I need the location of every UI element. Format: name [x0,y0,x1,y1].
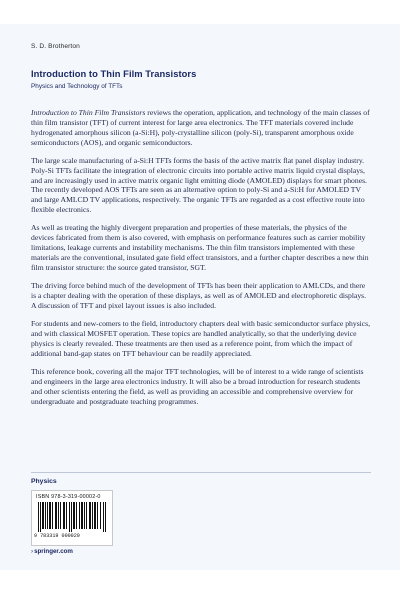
bottom-margin [0,570,400,600]
blurb-paragraph-1 [31,108,371,147]
publisher-url: springer.com [34,548,73,555]
blurb-title-reference: Introduction to Thin Film Transistors [31,108,146,117]
isbn-label: ISBN 978-3-319-00002-0 [36,494,101,500]
arrow-right-icon: › [31,548,34,555]
barcode-bars-icon [38,502,106,532]
barcode [31,490,113,546]
publisher-link[interactable] [31,548,73,555]
author-name: S. D. Brotherton [31,43,80,50]
blurb-paragraph-4: The driving force behind much of the development of TFTs has been their application to AMLCDs, and there is a chapter dealing with the operation of these displays, as well as of AMOLED and electrophoretic displays. A discussion of TFT and pixel layout issues is also included. [31,281,367,310]
blurb [31,108,371,415]
blurb-paragraph-2: The large scale manufacturing of a-Si:H TFTs forms the basis of the active matrix flat panel display industry. Poly-Si TFTs facilitate the integration of electronic circuits into portable active matrix liquid crystal displays, and are increasingly used in active matrix organic light emitting diode (AMOLED) displays for smart phones. The recently developed AOS TFTs are seen as an alternative option to poly-Si and a-Si:H for AMOLED TV and large AMLCD TV applications, respectively. The organic TFTs are regarded as a cost effective route into flexible electronics. [31,155,367,215]
blurb-paragraph-5: For students and new-comers to the field, introductory chapters deal with basic semiconductor surface physics, and with classical MOSFET operation. These topics are handled analytically, so that the underlying device physics is clearly revealed. These treatments are then used as a reference point, from which the impact of additional band-gap states on TFT behaviour can be readily appreciated. [31,319,371,358]
top-margin [0,0,400,24]
blurb-paragraph-6: This reference book, covering all the major TFT technologies, will be of interest to a wide range of scientists and engineers in the large area electronics industry. It will also be a broad introduction for research students and other scientists entering the field, as well as providing an accessible and comprehensive overview for undergraduate and postgraduate teaching programmes. [31,367,364,406]
blurb-paragraph-1-text: reviews the operation, application, and technology of the main classes of thin film transistor (TFT) of current interest for large area electronics. The TFT materials covered include hydrogenated amorphous silicon (a-Si:H), poly-crystalline silicon (poly-Si), transparent amorphous oxide semiconductors (AOS), and organic semiconductors. [31,108,370,147]
book-subtitle: Physics and Technology of TFTs [31,83,123,90]
ean-digits: 9 783319 000020 [34,533,80,539]
blurb-paragraph-3: As well as treating the highly divergent preparation and properties of these materials, the physics of the devices fabricated from them is also covered, with emphasis on performance features such as carrier mobility limitations, leakage currents and instability mechanisms. The thin film transistors implemented with these materials are the conventional, insulated gate field effect transistors, and a further chapter describes a new thin film transistor structure: the source gated transistor, SGT. [31,223,369,272]
subject-category: Physics [31,478,57,485]
footer-divider [31,472,371,473]
book-title: Introduction to Thin Film Transistors [31,68,197,79]
